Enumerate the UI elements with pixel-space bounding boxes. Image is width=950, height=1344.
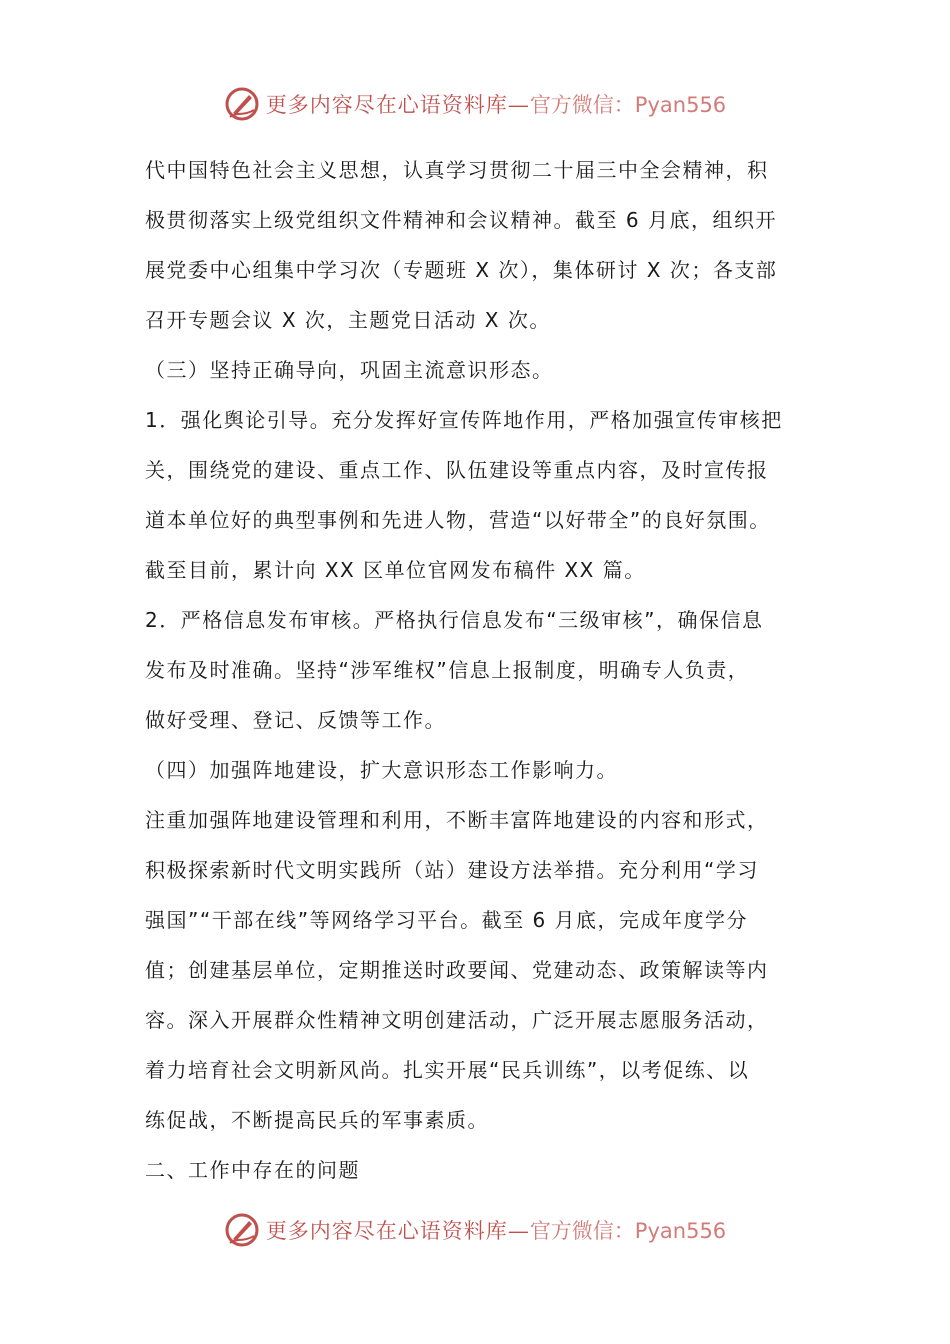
text-line: 召开专题会议 X 次，主题党日活动 X 次。: [145, 308, 551, 332]
text-line: 注重加强阵地建设管理和利用，不断丰富阵地建设的内容和形式，: [145, 808, 769, 832]
footer-watermark: [0, 1208, 950, 1252]
pen-circle-icon: [224, 1212, 260, 1248]
pen-circle-icon: [224, 86, 260, 122]
text-line: 展党委中心组集中学习次（专题班 X 次），集体研讨 X 次；各支部: [145, 258, 778, 282]
text-line: 发布及时准确。坚持“涉军维权”信息上报制度，明确专人负责，: [145, 658, 750, 682]
text-line: 练促战，不断提高民兵的军事素质。: [145, 1108, 489, 1132]
text-line: 着力培育社会文明新风尚。扎实开展“民兵训练”，以考促练、以: [145, 1058, 750, 1082]
text-line: 积极探索新时代文明实践所（站）建设方法举措。充分利用“学习: [145, 858, 759, 882]
header-watermark: [0, 82, 950, 126]
section-heading: （四）加强阵地建设，扩大意识形态工作影响力。: [145, 758, 618, 782]
text-line: 2．严格信息发布审核。严格执行信息发布“三级审核”，确保信息: [145, 608, 764, 632]
chapter-heading: 二、工作中存在的问题: [145, 1158, 360, 1182]
text-line: 做好受理、登记、反馈等工作。: [145, 708, 446, 732]
section-heading: （三）坚持正确导向，巩固主流意识形态。: [145, 358, 554, 382]
text-line: 关，围绕党的建设、重点工作、队伍建设等重点内容，及时宣传报: [145, 458, 769, 482]
document-body: [145, 145, 815, 1195]
text-line: 容。深入开展群众性精神文明创建活动，广泛开展志愿服务活动，: [145, 1008, 769, 1032]
text-line: 道本单位好的典型事例和先进人物，营造“以好带全”的良好氛围。: [145, 508, 771, 532]
footer-watermark-text: 更多内容尽在心语资料库—官方微信：Pyan556: [265, 1219, 727, 1243]
text-line: 截至目前，累计向 XX 区单位官网发布稿件 XX 篇。: [145, 558, 646, 582]
text-line: 代中国特色社会主义思想，认真学习贯彻二十届三中全会精神，积: [145, 158, 769, 182]
text-line: 1．强化舆论引导。充分发挥好宣传阵地作用，严格加强宣传审核把: [145, 408, 783, 432]
text-line: 强国”“干部在线”等网络学习平台。截至 6 月底，完成年度学分: [145, 908, 749, 932]
text-line: 值；创建基层单位，定期推送时政要闻、党建动态、政策解读等内: [145, 958, 769, 982]
text-line: 极贯彻落实上级党组织文件精神和会议精神。截至 6 月底，组织开: [145, 208, 777, 232]
header-watermark-text: 更多内容尽在心语资料库—官方微信：Pyan556: [265, 93, 727, 117]
